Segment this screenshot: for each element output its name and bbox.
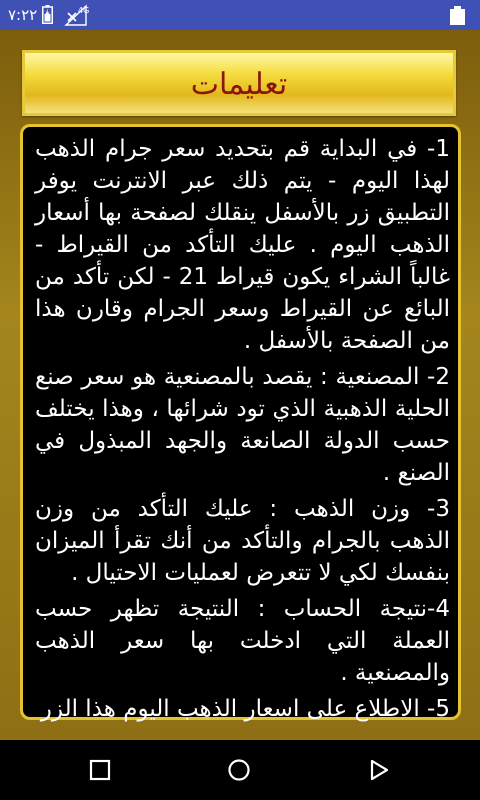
home-button[interactable] [227, 758, 251, 782]
navigation-bar [0, 740, 480, 800]
signal-icon [64, 4, 88, 26]
instruction-item-3: 3- وزن الذهب : عليك التأكد من وزن الذهب بالجرام والتأكد من أنك تقرأ الميزان بنفسك لكي لا تتعرض لعمليات الاحتيال . [35, 496, 450, 586]
instructions-text [23, 127, 458, 725]
status-bar [0, 0, 480, 30]
recents-button[interactable] [88, 758, 112, 782]
instruction-item-5: 5- الاطلاع على اسعار الذهب اليوم هذا الزر [40, 696, 450, 722]
instruction-item-4: 4-نتيجة الحساب : النتيجة تظهر حسب العملة التي ادخلت بها سعر الذهب والمصنعية . [35, 596, 450, 686]
battery-icon [42, 5, 53, 24]
back-button[interactable] [367, 758, 391, 782]
network-type-label: 4G [78, 6, 90, 15]
status-time: ٧:٢٢ [8, 6, 38, 24]
app-content [0, 30, 480, 740]
page-title: تعليمات [190, 67, 288, 102]
instructions-panel[interactable] [20, 124, 461, 720]
app-notification-icon [450, 6, 465, 25]
header-banner [22, 50, 456, 116]
instruction-item-1: 1- في البداية قم بتحديد سعر جرام الذهب لهذا اليوم - يتم ذلك عبر الانترنت يوفر التطبيق زر بالأسفل ينقلك لصفحة بها أسعار الذهب اليوم . عليك التأكد من القيراط - غالباً الشراء يكون قيراط 21 - لكن تأكد من البائع عن القيراط وسعر الجرام وقارن هذا من الصفحة بالأسفل . [35, 136, 450, 354]
instruction-item-2: 2- المصنعية : يقصد بالمصنعية هو سعر صنع الحلية الذهبية الذي تود شرائها ، وهذا يختلف حسب الدولة الصانعة والجهد المبذول في الصنع . [35, 364, 450, 486]
